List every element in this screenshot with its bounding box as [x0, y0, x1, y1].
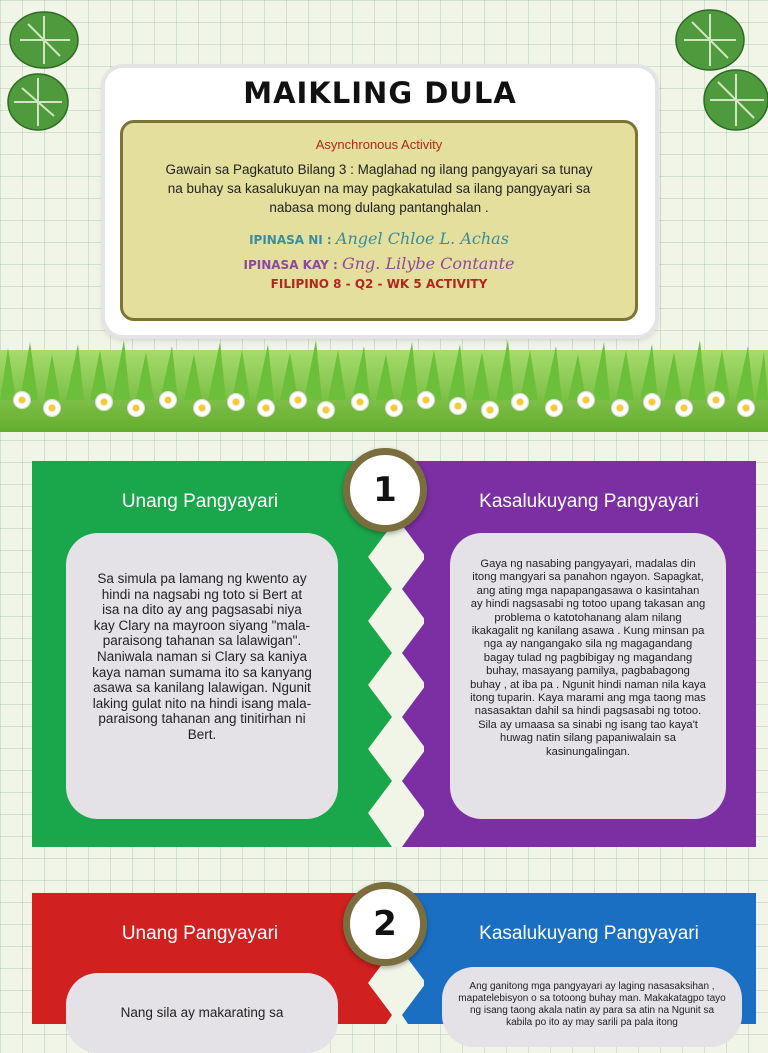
submitted-by-label: IPINASA NI :	[249, 233, 332, 247]
submitted-by-line	[123, 229, 635, 248]
section-2-left-text: Nang sila ay makarating sa	[120, 1005, 284, 1020]
activity-task: Gawain sa Pagkatuto Bilang 3 : Maglahad ng ilang pangyayari sa tunay na buhay sa kasalukuyan na may pagkakatulad sa ilang pangyayari sa nabasa mong dulang pantanghalan .	[165, 162, 593, 215]
section-1-left-text: Sa simula pa lamang ng kwento ay hindi na nagsabi ng toto si Bert at isa na dito ay ang pagsasabi niya kay Clary na mayroon siyang "mala-paraisong tahanan sa lalawigan". Naniwala naman si Clary sa kaniya kaya naman sumama ito sa kanyang asawa sa kanilang lalawigan. Ngunit laking gulat nito na hindi isang mala-paraisong tahanan ang tinitirhan ni Bert.	[92, 571, 312, 742]
header-card	[105, 68, 655, 335]
section-2-right-text: Ang ganitong mga pangyayari ay laging nasasaksihan , mapatelebisyon o sa totoong buhay man. Makakatagpo tayo ng isang taong akala natin ay para sa atin na Ngunit sa kabila po ito ay may sarili pa pala itong	[458, 981, 726, 1028]
section-2-left-title: Unang Pangyayari	[121, 923, 279, 944]
section-1-number-badge: 1	[343, 448, 427, 532]
page-title: MAIKLING DULA	[243, 76, 517, 110]
leaf-decoration-top-left	[0, 0, 90, 150]
course-line: FILIPINO 8 - Q2 - WK 5 ACTIVITY	[270, 277, 488, 291]
submitted-to-line	[123, 254, 635, 273]
submitted-by-name: Angel Chloe L. Achas	[335, 229, 509, 248]
section-1-right-card	[450, 533, 726, 819]
section-2-number-badge: 2	[343, 882, 427, 966]
section-1-right-title: Kasalukuyang Pangyayari	[479, 491, 699, 512]
activity-subtitle: Asynchronous Activity	[315, 137, 443, 152]
section-1-right-text: Gaya ng nasabing pangyayari, madalas din itong mangyari sa panahon ngayon. Sapagkat, ang ating mga napapangasawa o kasintahan ay hindi nagsasabi ng totoo upang takasan ang problema o katotohanang alam nilang ikakagalit ng kanilang asawa . Kung minsan pa nga ay nangangako sila ng magagandang bagay tulad ng pagbibigay ng magandang buhay, masayang pamilya, pagbabagong buhay , at iba pa . Ngunit hindi naman nila kaya itong tuparin. Kaya marami ang mga taong mas nasasaktan dahil sa hindi pagsasabi ng totoo. Sila ay umaasa sa sinabi ng isang tao kaya't huwag natin silang papaniwalain sa kasinungalingan.	[470, 558, 706, 758]
submitted-to-label: IPINASA KAY :	[243, 258, 338, 272]
leaf-decoration-top-right	[670, 0, 768, 150]
section-1-left-card	[66, 533, 338, 819]
section-1-left-title: Unang Pangyayari	[121, 491, 279, 512]
daisy-row	[0, 388, 768, 418]
section-2-right-title: Kasalukuyang Pangyayari	[479, 923, 699, 944]
submitted-to-name: Gng. Lilybe Contante	[341, 254, 515, 273]
section-2-right-card	[442, 967, 742, 1047]
section-2-left-card	[66, 973, 338, 1053]
activity-info-box	[120, 120, 638, 321]
